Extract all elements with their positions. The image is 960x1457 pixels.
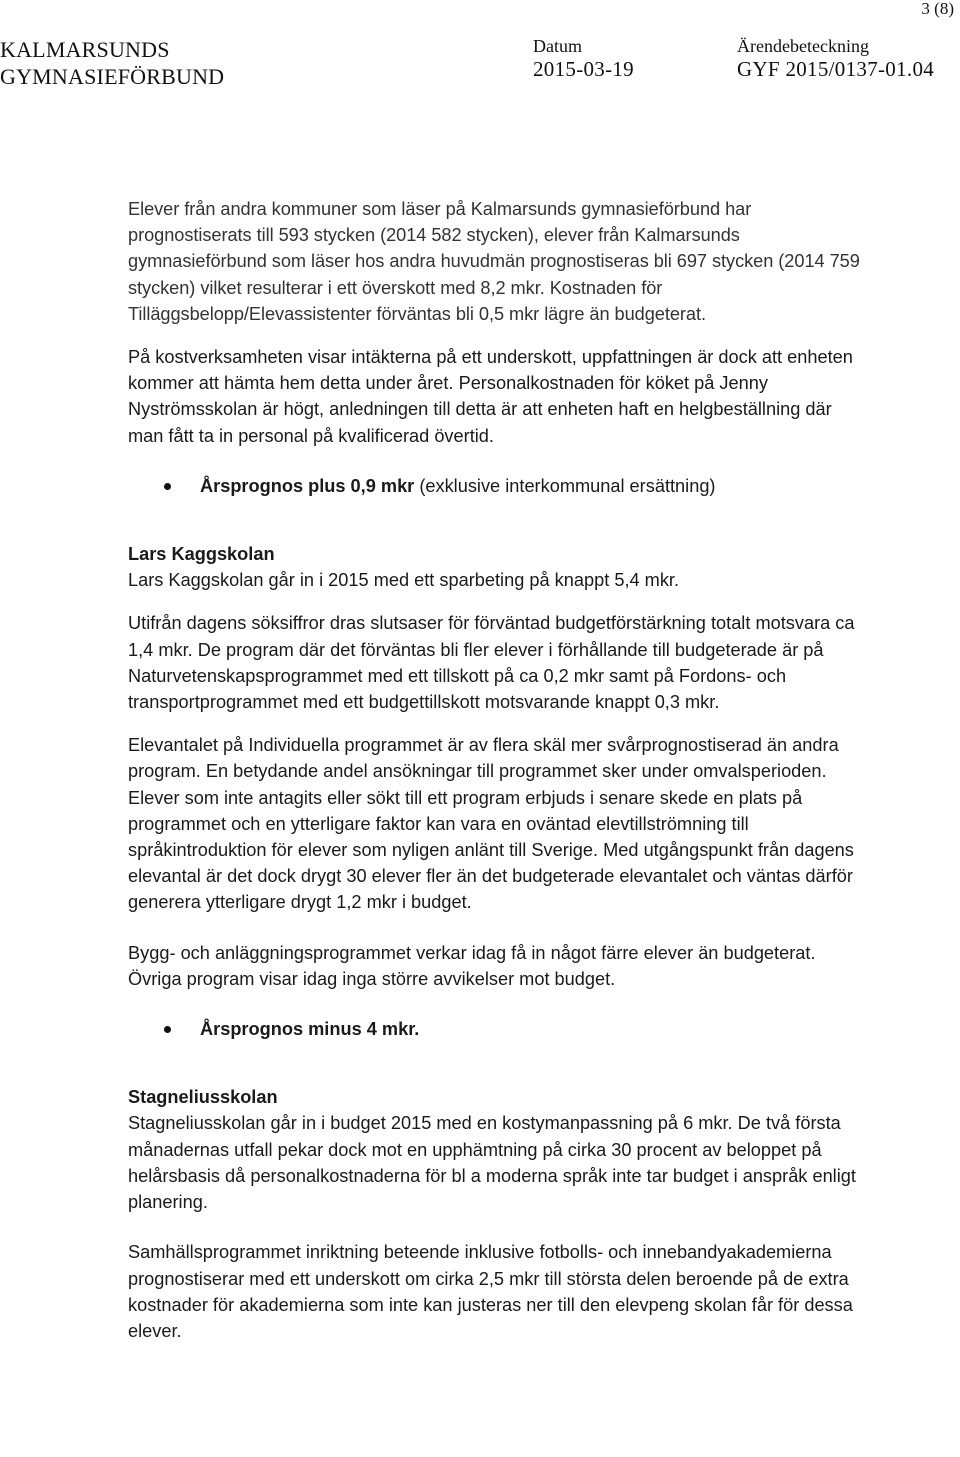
lk-paragraph-3: Elevantalet på Individuella programmet är av flera skäl mer svårprognostiserad än andra program. En betydande andel ansökningar till programmet sker under omvalsperioden. Elever som inte antagits eller sökt till ett program erbjuds i senare skede en plats på programmet och en ytterligare faktor kan vara en oväntad elevtillströmning till språkintroduktion för elever som nyligen anlänt till Sverige. Med utgångspunkt från dagens elevantal är det dock drygt 30 elever fler än det budgeterade elevantalet och väntas därför generera ytterligare drygt 1,2 mkr i budget. xyxy=(128,735,854,913)
document-body xyxy=(128,196,868,1344)
st-paragraph-2: Samhällsprogrammet inriktning beteende inklusive fotbolls- och innebandyakademierna prognostiserar med ett underskott om cirka 2,5 mkr till största delen beroende på de extra kostnader för akademierna som inte kan justeras ner till den elevpeng skolan får för dessa elever. xyxy=(128,1242,853,1341)
bullet-icon xyxy=(164,1026,171,1033)
st-paragraph-1: Stagneliusskolan går in i budget 2015 med en kostymanpassning på 6 mkr. De två första månadernas utfall pekar dock mot en upphämtning på cirka 30 procent av beloppet på helårsbasis då personalkostnaderna för bl a moderna språk inte tar budget i anspråk enligt planering. xyxy=(128,1113,856,1213)
lk-paragraph-1: Lars Kaggskolan går in i 2015 med ett sparbeting på knappt 5,4 mkr. xyxy=(128,570,680,591)
lk-paragraph-4: Bygg- och anläggningsprogrammet verkar idag få in något färre elever än budgeterat. Övriga program visar idag inga större avvikelser mot budget. xyxy=(128,942,816,989)
bullet-forecast-minus xyxy=(128,1016,868,1042)
bullet-forecast-plus xyxy=(128,473,868,499)
case-number-value: GYF 2015/0137-01.04 xyxy=(737,57,935,81)
bullet-forecast-plus-bold: Årsprognos plus 0,9 mkr xyxy=(200,475,415,496)
org-name-line2: GYMNASIEFÖRBUND xyxy=(0,64,225,89)
bullet-forecast-plus-rest: (exklusive interkommunal ersättning) xyxy=(414,475,716,496)
section-heading-stagneliusskolan: Stagneliusskolan xyxy=(128,1087,278,1108)
intro-paragraph: Elever från andra kommuner som läser på Kalmarsunds gymnasieförbund har prognostiserats till 593 stycken (2014 582 stycken), elever från Kalmarsunds gymnasieförbund som läser hos andra huvudmän prognostiseras bli 697 stycken (2014 759 stycken) vilket resulterar i ett överskott med 8,2 mkr. Kostnaden för Tilläggsbelopp/Elevassistenter förväntas bli 0,5 mkr lägre än budgeterat. xyxy=(128,199,860,324)
section-heading-lars-kaggskolan: Lars Kaggskolan xyxy=(128,544,275,565)
lk-paragraph-2: Utifrån dagens söksiffror dras slutsaser för förväntad budgetförstärkning totalt motsvara ca 1,4 mkr. De program där det förväntas bli fler elever i förhållande till budgeterade är på Naturvetenskapsprogrammet med ett tillskott på ca 0,2 mkr samt på Fordons- och transportprogrammet med ett budgettillskott motsvarande knappt 0,3 mkr. xyxy=(128,613,855,713)
bullet-forecast-minus-bold: Årsprognos minus 4 mkr. xyxy=(200,1019,420,1040)
kost-paragraph: På kostverksamheten visar intäkterna på ett underskott, uppfattningen är dock att enheten kommer att hämta hem detta under året. Personalkostnaden för köket på Jenny Nyströmsskolan är högt, anledningen till detta är att enheten haft en helgbeställning där man fått ta in personal på kvalificerad övertid. xyxy=(128,347,853,446)
date-value: 2015-03-19 xyxy=(533,57,634,81)
page-number: 3 (8) xyxy=(921,0,954,18)
date-label: Datum xyxy=(533,36,582,56)
org-name-line1: KALMARSUNDS xyxy=(0,37,170,62)
bullet-icon xyxy=(164,483,171,490)
case-number-label: Ärendebeteckning xyxy=(737,36,869,56)
